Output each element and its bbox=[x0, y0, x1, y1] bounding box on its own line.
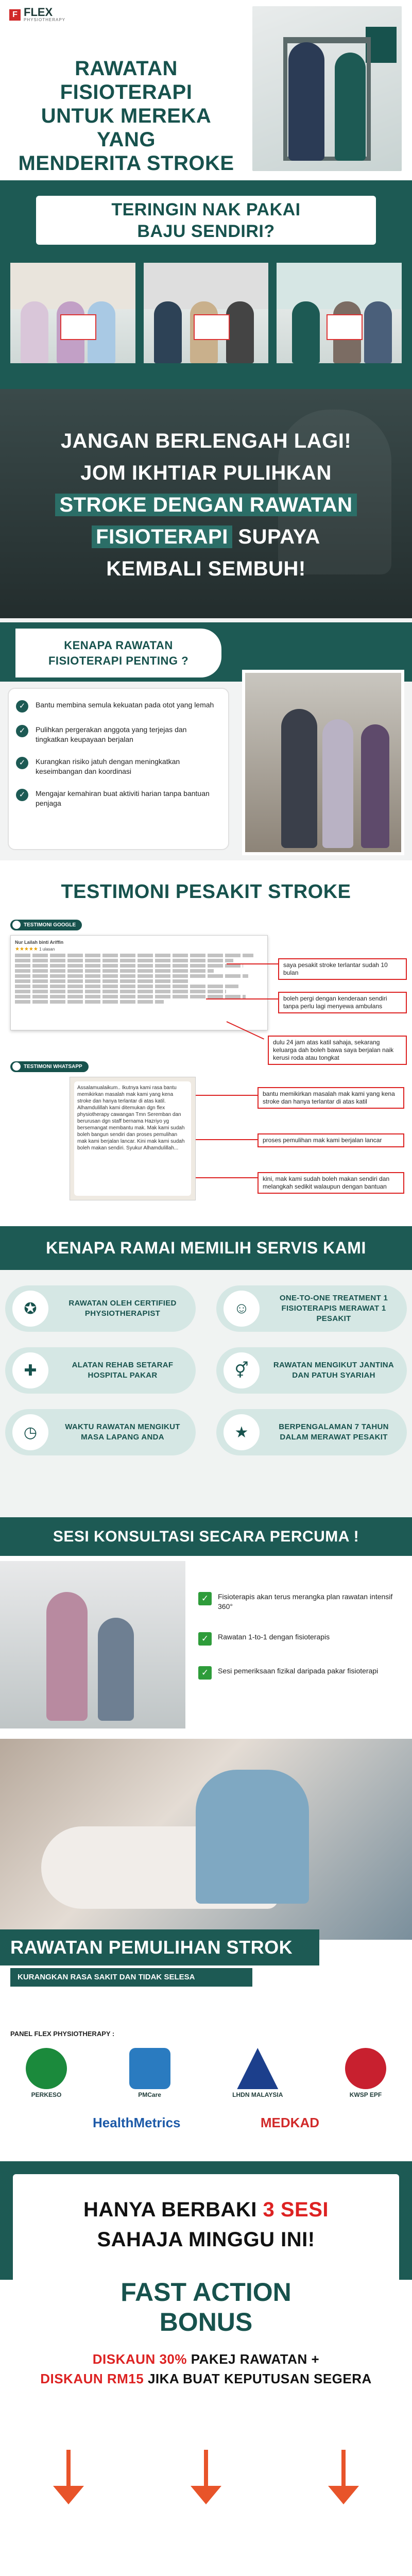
logo-tagline: PHYSIOTHERAPY bbox=[24, 18, 66, 22]
bonus-box bbox=[13, 2174, 399, 2432]
logo-label: KWSP EPF bbox=[349, 2091, 382, 2098]
feature-text: RAWATAN MENGIKUT JANTINA DAN PATUH SYARIAH bbox=[273, 1361, 394, 1380]
check-icon: ✓ bbox=[16, 700, 28, 713]
chat-callout: bantu memikirkan masalah mak kami yang kena stroke dan hanya terlantar di atas katil bbox=[258, 1087, 404, 1109]
feature-text: WAKTU RAWATAN MENGIKUT MASA LAPANG ANDA bbox=[65, 1422, 180, 1442]
feature-card bbox=[216, 1285, 407, 1332]
consultation-photo bbox=[0, 1561, 185, 1728]
logo-name: FLEX bbox=[24, 6, 53, 19]
why-choose-us-section bbox=[0, 1226, 412, 1517]
benefit-list bbox=[8, 688, 229, 850]
cta-highlight: STROKE DENGAN RAWATAN bbox=[55, 494, 356, 516]
hero-title-line: MENDERITA STROKE bbox=[18, 152, 234, 175]
cta-line: JANGAN BERLENGAH LAGI! bbox=[60, 430, 352, 452]
feature-text: RAWATAN OLEH CERTIFIED PHYSIOTHERAPIST bbox=[68, 1299, 177, 1318]
check-icon: ✓ bbox=[198, 1666, 212, 1680]
teringin-line: BAJU SENDIRI? bbox=[137, 222, 275, 241]
feature-card bbox=[216, 1347, 407, 1394]
cta-text bbox=[10, 425, 402, 585]
benefit-text: Kurangkan risiko jatuh dengan meningkatkan keseimbangan dan koordinasi bbox=[36, 757, 180, 775]
feature-card bbox=[216, 1409, 407, 1455]
bonus-title-line: BONUS bbox=[159, 2308, 253, 2336]
recovery-banner bbox=[0, 1937, 412, 2017]
callout-arrow bbox=[196, 1095, 258, 1096]
logo-label: HealthMetrics bbox=[93, 2115, 181, 2130]
one-to-one-icon: ☺ bbox=[224, 1291, 260, 1327]
reviewer-name: Nur Lailah binti Ariffin bbox=[15, 940, 64, 945]
feature-grid bbox=[5, 1285, 407, 1455]
teringin-heading bbox=[36, 196, 376, 245]
benefit-item bbox=[16, 757, 221, 776]
hospital-equipment-icon: ✚ bbox=[12, 1352, 48, 1388]
patient-photo bbox=[277, 263, 402, 363]
feature-text: ONE-TO-ONE TREATMENT 1 FISIOTERAPIS MERAWAT 1 PESAKIT bbox=[279, 1294, 388, 1323]
cta-line: KEMBALI SEMBUH! bbox=[106, 557, 306, 580]
whatsapp-testimonial-tag: TESTIMONI WHATSAPP bbox=[10, 1061, 89, 1072]
scarcity-line: HANYA BERBAKI bbox=[83, 2198, 263, 2221]
feature-text: BERPENGALAMAN 7 TAHUN DALAM MERAWAT PESAKIT bbox=[279, 1422, 389, 1442]
feature-card bbox=[5, 1285, 196, 1332]
arrow-down-icon bbox=[191, 2450, 221, 2506]
cta-line: JOM IKHTIAR PULIHKAN bbox=[80, 462, 332, 484]
scarcity-text bbox=[13, 2195, 399, 2255]
consultation-text: Rawatan 1-to-1 dengan fisioterapis bbox=[218, 1633, 330, 1641]
therapist-figure bbox=[335, 53, 366, 161]
consultation-list bbox=[198, 1592, 404, 1700]
logo-label: PMCare bbox=[138, 2091, 161, 2098]
callout-arrow bbox=[227, 963, 278, 964]
review-callout: boleh pergi dengan kenderaan sendiri tanpa perlu lagi menyewa ambulans bbox=[278, 992, 407, 1013]
why-physio-section bbox=[0, 618, 412, 860]
consultation-text: Sesi pemeriksaan fizikal daripada pakar fisioterapi bbox=[218, 1667, 379, 1675]
callout-arrow bbox=[196, 1139, 258, 1140]
consultation-section bbox=[0, 1517, 412, 2161]
bonus-title-line: FAST ACTION bbox=[121, 2278, 291, 2307]
walking-photo bbox=[242, 670, 404, 855]
testimonial-title: TESTIMONI PESAKIT STROKE bbox=[61, 881, 351, 903]
recovery-subtitle: KURANGKAN RASA SAKIT DAN TIDAK SELESA bbox=[10, 1968, 252, 1987]
experience-icon: ★ bbox=[224, 1414, 260, 1450]
chat-bubble: Assalamualaikum.. Ikutnya kami rasa bantu memikirkan masalah mak kami yang kena stroke dan hanya terlantar di atas katil. Alhamdulillah kami ditemukan dgn flex physiotherapy cawangan Tmn Seremban dan berurusan dgn staff bernama Hazriyo yg bersemangat membantu mak. Mak kami sudah boleh bangun sendiri dan proses pemulihan mak kami berjalan lancar. Kini mak kami sudah boleh makan sendiri. Syukur Alhamdulillah... bbox=[74, 1081, 191, 1196]
fast-action-bonus bbox=[13, 2277, 399, 2337]
review-callout: dulu 24 jam atas katil sahaja, sekarang keluarga dah boleh bawa saya berjalan naik kerusi roda atau tongkat bbox=[268, 1036, 407, 1065]
check-icon: ✓ bbox=[16, 757, 28, 769]
scarcity-line: SAHAJA MINGGU INI! bbox=[97, 2228, 315, 2251]
call-to-action-section bbox=[0, 389, 412, 618]
discount-highlight: DISKAUN RM15 bbox=[40, 2371, 144, 2386]
consultation-text: Fisioterapis akan terus merangka plan rawatan intensif 360° bbox=[218, 1592, 393, 1611]
callout-arrow bbox=[196, 1177, 258, 1178]
kwsp-logo bbox=[345, 2048, 386, 2098]
hero-title-line: RAWATAN FISIOTERAPI bbox=[60, 57, 193, 104]
arrow-down-icon bbox=[53, 2450, 84, 2506]
patient-photo bbox=[10, 263, 135, 363]
panel-logos bbox=[26, 2048, 386, 2098]
bonus-section bbox=[0, 2161, 412, 2576]
benefit-item bbox=[16, 789, 221, 808]
why-physio-title bbox=[15, 629, 221, 677]
recovery-title: RAWATAN PEMULIHAN STROK bbox=[0, 1929, 319, 1965]
why-choose-us-title: KENAPA RAMAI MEMILIH SERVIS KAMI bbox=[0, 1226, 412, 1270]
hero-title-line: UNTUK MEREKA YANG bbox=[41, 105, 212, 151]
discount-text bbox=[13, 2349, 399, 2388]
google-testimonial-tag: TESTIMONI GOOGLE bbox=[10, 920, 82, 930]
whatsapp-chat bbox=[70, 1077, 196, 1200]
title-line: KENAPA RAWATAN bbox=[64, 639, 173, 652]
discount-line: JIKA BUAT KEPUTUSAN SEGERA bbox=[144, 2371, 372, 2386]
check-icon: ✓ bbox=[198, 1632, 212, 1646]
feature-card bbox=[5, 1347, 196, 1394]
check-icon: ✓ bbox=[16, 789, 28, 801]
consultation-title: SESI KONSULTASI SECARA PERCUMA ! bbox=[0, 1517, 412, 1556]
benefit-text: Pulihkan pergerakan anggota yang terjejas dan tingkatkan keupayaan berjalan bbox=[36, 725, 187, 743]
benefit-text: Mengajar kemahiran buat aktiviti harian tanpa bantuan penjaga bbox=[36, 789, 210, 807]
patient-photo bbox=[144, 263, 269, 363]
discount-line: PAKEJ RAWATAN + bbox=[187, 2351, 320, 2367]
cta-line: SUPAYA bbox=[232, 526, 320, 548]
consultation-item bbox=[198, 1632, 404, 1646]
review-callout: saya pesakit stroke terlantar sudah 10 bulan bbox=[278, 958, 407, 980]
benefit-item bbox=[16, 700, 221, 713]
feature-text: ALATAN REHAB SETARAF HOSPITAL PAKAR bbox=[72, 1361, 174, 1380]
consultation-item bbox=[198, 1666, 404, 1680]
brand-logo[interactable] bbox=[9, 7, 65, 22]
title-line: FISIOTERAPI PENTING ? bbox=[48, 654, 189, 667]
consultation-item bbox=[198, 1592, 404, 1612]
healthmetrics-logo bbox=[93, 2115, 181, 2131]
certificate-icon: ✪ bbox=[12, 1291, 48, 1327]
testimonial-section bbox=[0, 860, 412, 1226]
logo-label: PERKESO bbox=[31, 2091, 62, 2098]
benefit-item bbox=[16, 725, 221, 744]
benefit-text: Bantu membina semula kekuatan pada otot yang lemah bbox=[36, 701, 214, 709]
teringin-line: TERINGIN NAK PAKAI bbox=[111, 200, 301, 219]
chat-callout: proses pemulihan mak kami berjalan lancar bbox=[258, 1133, 404, 1147]
clock-icon: ◷ bbox=[12, 1414, 48, 1450]
logo-label: LHDN MALAYSIA bbox=[232, 2091, 283, 2098]
perkeso-logo bbox=[26, 2048, 67, 2098]
cta-highlight: FISIOTERAPI bbox=[92, 526, 232, 548]
star-rating: ★★★★★ bbox=[15, 946, 38, 952]
hero-title bbox=[10, 57, 242, 175]
medkad-logo bbox=[261, 2115, 319, 2131]
check-icon: ✓ bbox=[16, 725, 28, 737]
chat-callout: kini, mak kami sudah boleh makan sendiri dan melangkah sedikit walaupun dengan bantuan bbox=[258, 1172, 404, 1194]
down-arrows bbox=[0, 2450, 412, 2506]
google-review-card bbox=[10, 935, 268, 1030]
hero-photo bbox=[252, 6, 402, 171]
callout-arrow bbox=[206, 998, 278, 999]
panel-label: PANEL FLEX PHYSIOTHERAPY : bbox=[10, 2030, 115, 2038]
panel-logos-secondary bbox=[93, 2115, 319, 2131]
scarcity-highlight: 3 SESI bbox=[263, 2198, 329, 2221]
review-meta: 1 ulasan bbox=[39, 947, 55, 952]
pmcare-logo bbox=[129, 2048, 170, 2098]
feature-card bbox=[5, 1409, 196, 1455]
testimonial-photos bbox=[10, 263, 402, 363]
discount-highlight: DISKAUN 30% bbox=[92, 2351, 187, 2367]
teringin-section bbox=[0, 180, 412, 389]
treatment-photo bbox=[0, 1739, 412, 1940]
patient-figure bbox=[288, 42, 324, 161]
logo-label: MEDKAD bbox=[260, 2115, 319, 2130]
check-icon: ✓ bbox=[198, 1592, 212, 1605]
logo-mark: F bbox=[9, 9, 21, 21]
lhdn-logo bbox=[232, 2048, 283, 2098]
hero-section bbox=[0, 0, 412, 180]
gender-icon: ⚥ bbox=[224, 1352, 260, 1388]
arrow-down-icon bbox=[328, 2450, 359, 2506]
